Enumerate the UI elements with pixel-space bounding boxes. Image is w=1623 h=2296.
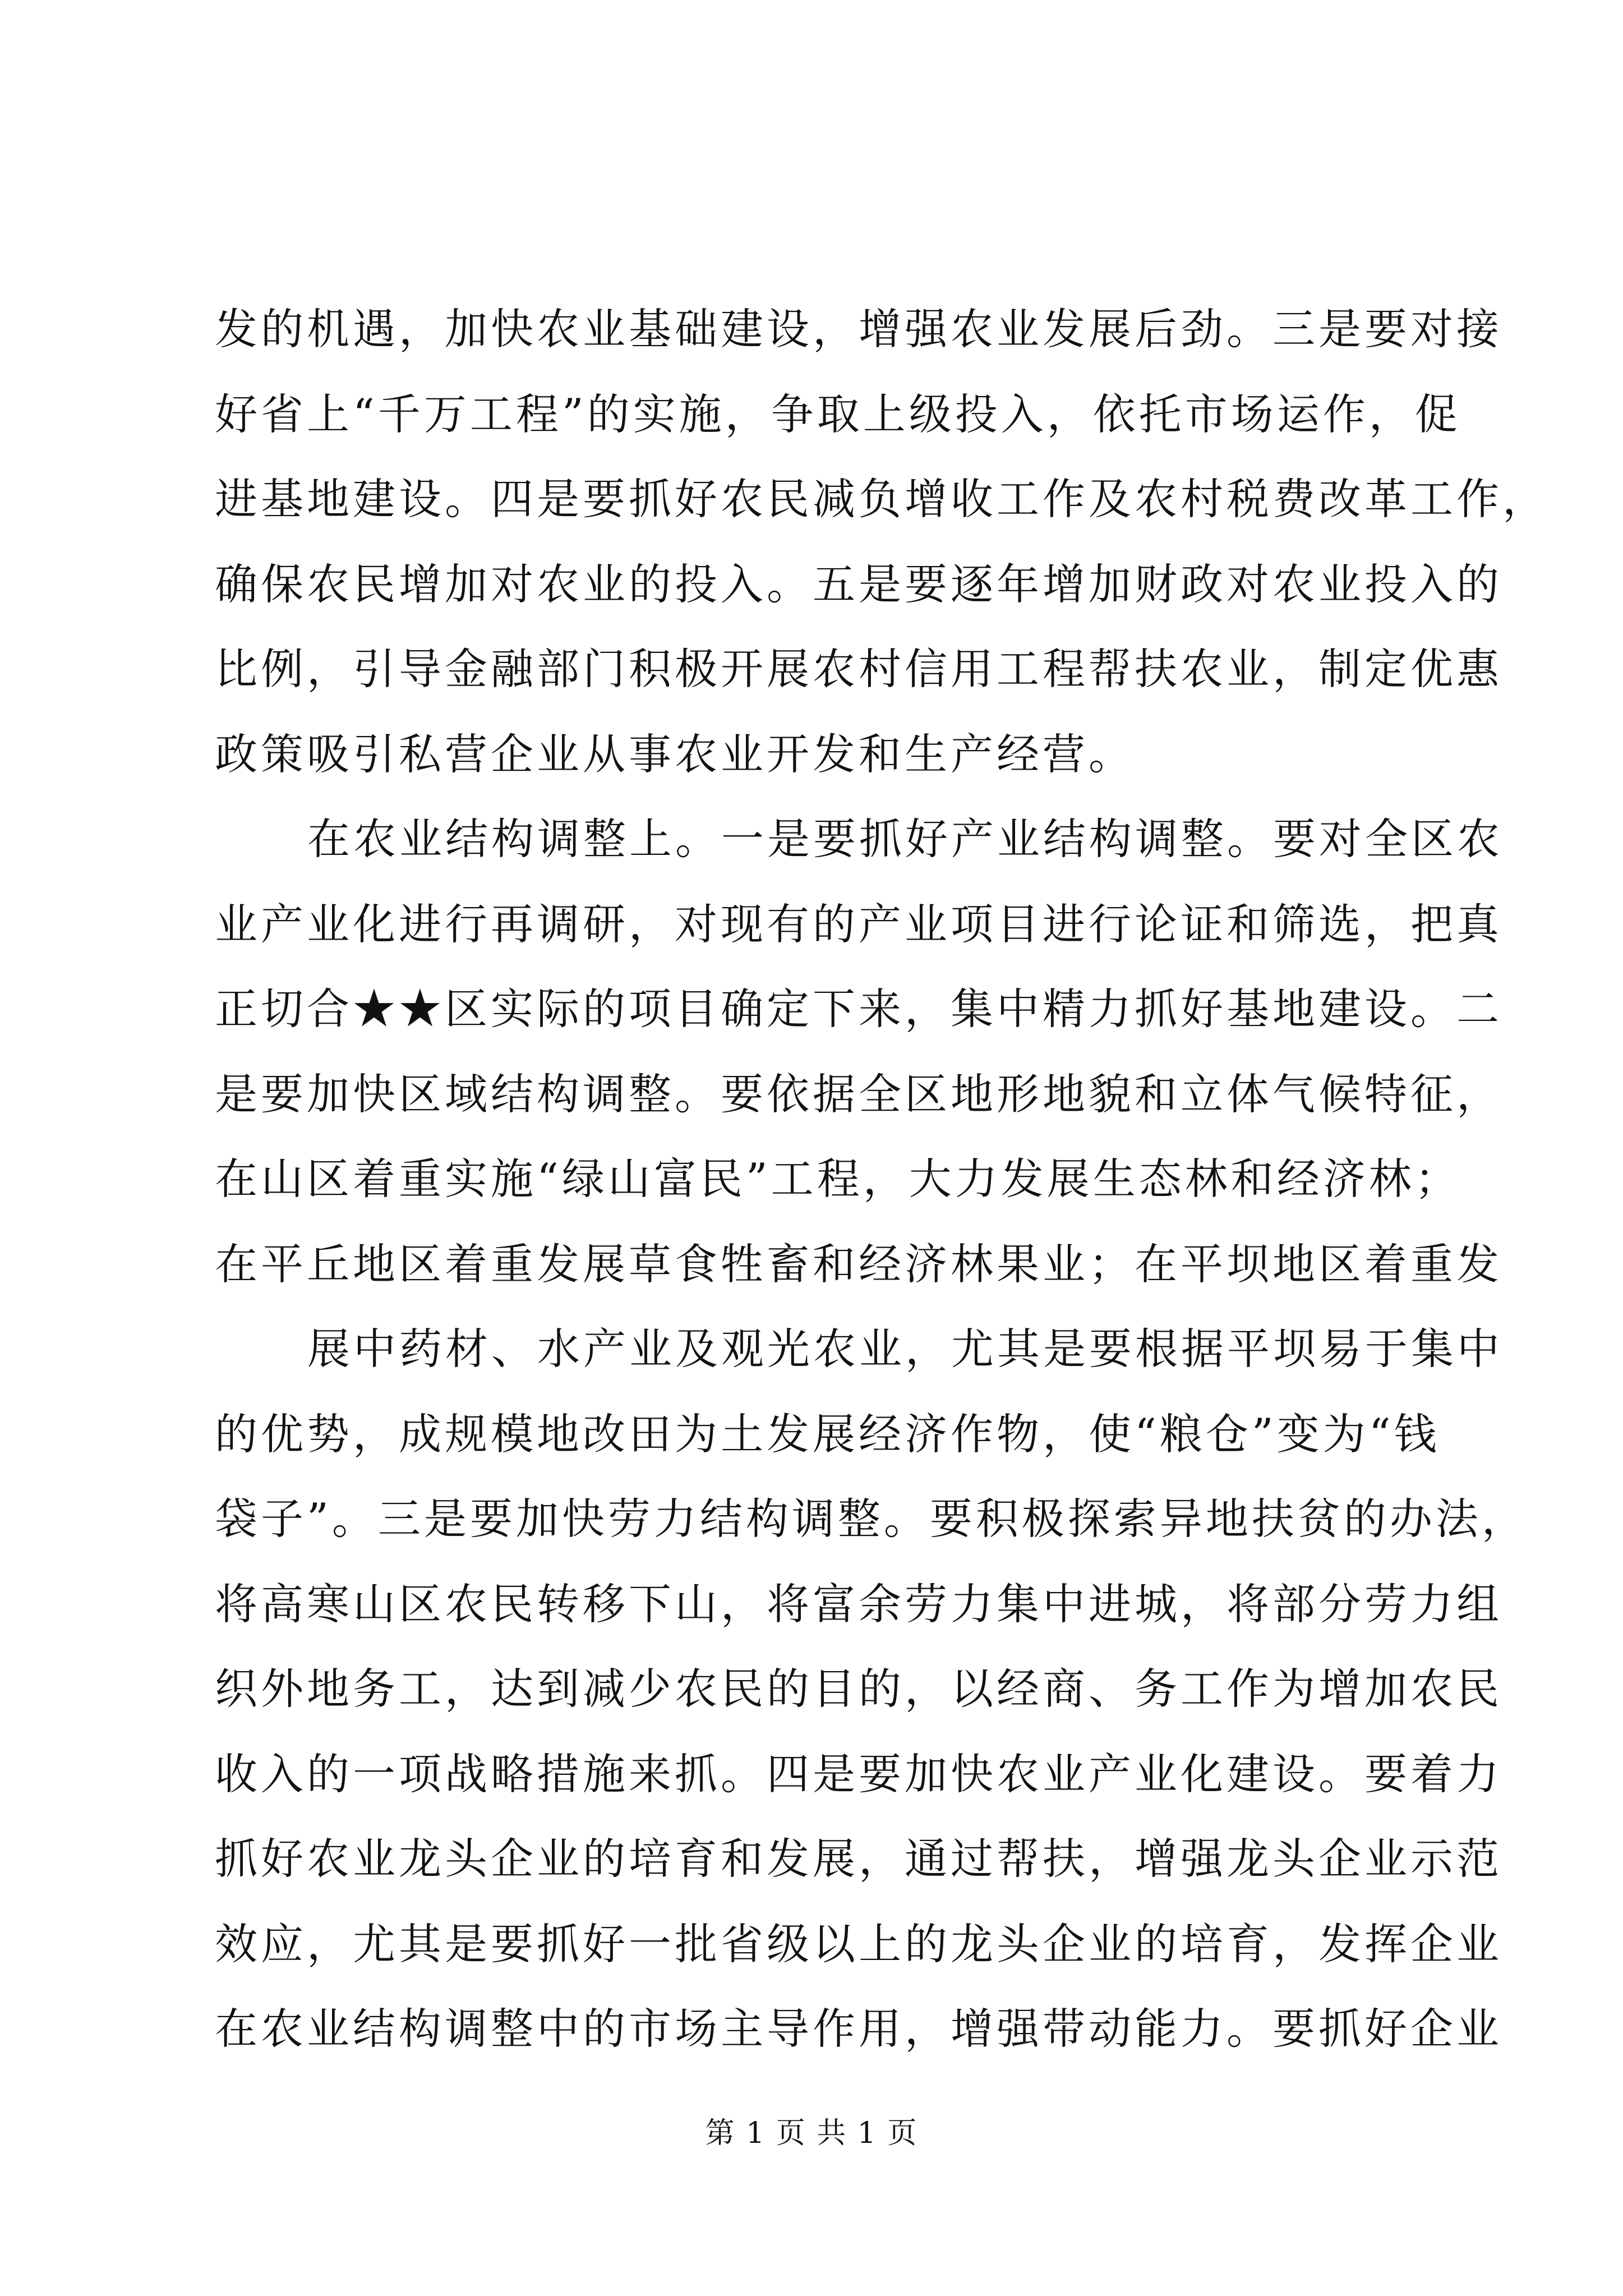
body-text-line: 发的机遇，加快农业基础建设，增强农业发展后劲。三是要对接 [215,304,1502,354]
body-text-line: 在农业结构调整中的市场主导作用，增强带动能力。要抓好企业 [215,2004,1502,2054]
paragraph-first-line: 展中药材、水产业及观光农业，尤其是要根据平坝易于集中 [307,1324,1503,1374]
body-text-line: 效应，尤其是要抓好一批省级以上的龙头企业的培育，发挥企业 [215,1919,1502,1969]
body-text-line: 进基地建设。四是要抓好农民减负增收工作及农村税费改革工作， [215,474,1548,524]
body-text-line: 比例，引导金融部门积极开展农村信用工程帮扶农业，制定优惠 [215,644,1502,694]
paragraph-first-line: 在农业结构调整上。一是要抓好产业结构调整。要对全区农 [307,814,1503,864]
body-text-line: 抓好农业龙头企业的培育和发展，通过帮扶，增强龙头企业示范 [215,1834,1502,1884]
body-text-line: 是要加快区域结构调整。要依据全区地形地貌和立体气候特征， [215,1069,1502,1119]
body-text-line: 的优势，成规模地改田为土发展经济作物，使“粮仓”变为“钱 [215,1409,1440,1459]
body-text-line: 业产业化进行再调研，对现有的产业项目进行论证和筛选，把真 [215,899,1502,949]
body-text-line: 收入的一项战略措施来抓。四是要加快农业产业化建设。要着力 [215,1749,1502,1799]
body-text-line: 政策吸引私营企业从事农业开发和生产经营。 [215,729,1135,779]
body-text-line: 袋子”。三是要加快劳力结构调整。要积极探索异地扶贫的办法， [215,1494,1528,1544]
body-text-line: 正切合★★区实际的项目确定下来，集中精力抓好基地建设。二 [215,984,1502,1034]
body-text-line: 在平丘地区着重发展草食牲畜和经济林果业；在平坝地区着重发 [215,1239,1502,1289]
body-text-line: 织外地务工，达到减少农民的目的，以经商、务工作为增加农民 [215,1664,1502,1714]
body-text-line: 好省上“千万工程”的实施，争取上级投入，依托市场运作，促 [215,389,1461,439]
page-number-footer: 第 1 页 共 1 页 [705,2116,918,2150]
body-text-line: 在山区着重实施“绿山富民”工程，大力发展生态林和经济林； [215,1154,1461,1204]
body-text-line: 确保农民增加对农业的投入。五是要逐年增加财政对农业投入的 [215,559,1502,609]
body-text-line: 将高寒山区农民转移下山，将富余劳力集中进城，将部分劳力组 [215,1579,1502,1629]
